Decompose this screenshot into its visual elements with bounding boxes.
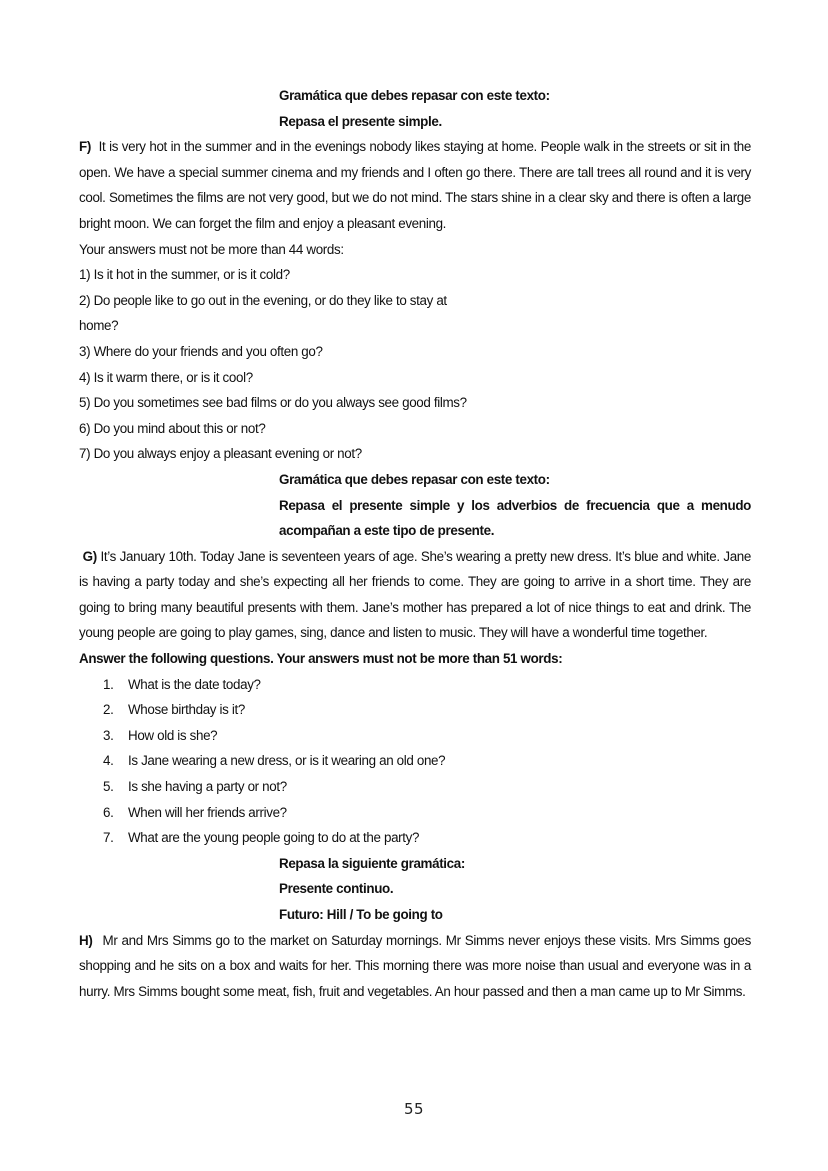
question-number: 1.: [103, 676, 114, 692]
question-text: What are the young people going to do at the party?: [128, 830, 420, 846]
question-item: 7) Do you always enjoy a pleasant evening or not?: [79, 446, 362, 462]
question-item: [79, 723, 751, 749]
question-item: 2) Do people like to go out in the evening, or do they like to stay at: [79, 292, 447, 308]
question-number: 2.: [103, 702, 114, 718]
paragraph-text: It is very hot in the summer and in the evenings nobody likes staying at home. People walk in the streets or sit in the open. We have a special summer cinema and my friends and I often go there. There are tall trees all round and it is very cool. Sometimes the films are not very good, but we do not mind. The stars shine in a clear sky and there is often a large bright moon. We can forget the film and enjoy a pleasant evening.: [79, 139, 752, 231]
question-list: [79, 672, 751, 851]
question-item: 3) Where do your friends and you often go?: [79, 343, 323, 359]
section-f: [79, 83, 751, 467]
grammar-subheading: Repasa el presente simple.: [279, 113, 442, 129]
grammar-heading: Gramática que debes repasar con este texto:: [279, 471, 550, 487]
question-item: 6) Do you mind about this or not?: [79, 420, 266, 436]
question-number: 3.: [103, 727, 114, 743]
question-item: [79, 800, 751, 826]
section-h: [79, 851, 751, 1005]
section-label: F): [79, 139, 91, 155]
question-item: 5) Do you sometimes see bad films or do you always see good films?: [79, 395, 467, 411]
grammar-subheading: Repasa el presente simple y los adverbios de frecuencia que a menudo acompañan a este tipo de presente.: [279, 497, 751, 539]
word-limit-instruction: Answer the following questions. Your answers must not be more than 51 words:: [79, 651, 563, 667]
question-text: How old is she?: [128, 727, 218, 743]
question-item: [79, 774, 751, 800]
question-item: [79, 748, 751, 774]
question-text: What is the date today?: [128, 676, 261, 692]
question-item: [79, 825, 751, 851]
grammar-subheading: Presente continuo.: [279, 881, 394, 897]
page-number: 55: [403, 1100, 425, 1118]
question-number: 5.: [103, 779, 114, 795]
question-text: Is she having a party or not?: [128, 779, 287, 795]
question-text: When will her friends arrive?: [128, 804, 287, 820]
section-label: H): [79, 932, 93, 948]
grammar-heading: Repasa la siguiente gramática:: [279, 855, 465, 871]
question-item: 4) Is it warm there, or is it cool?: [79, 369, 253, 385]
question-item: [79, 697, 751, 723]
question-number: 4.: [103, 753, 114, 769]
question-item: [79, 672, 751, 698]
word-limit-instruction: Your answers must not be more than 44 words:: [79, 241, 344, 257]
reading-paragraph: [79, 928, 751, 1005]
section-g: [79, 467, 751, 851]
paragraph-text: It’s January 10th. Today Jane is seventeen years of age. She’s wearing a pretty new dress. It’s blue and white. Jane is having a party today and she’s expecting all her friends to come. They are going to arrive in a short time. They are going to bring many beautiful presents with them. Jane’s mother has prepared a lot of nice things to eat and drink. The young people are going to play games, sing, dance and listen to music. They will have a wonderful time together.: [79, 548, 752, 641]
question-item-continuation: home?: [79, 318, 119, 334]
grammar-subheading: Futuro: Hill / To be going to: [279, 907, 443, 922]
reading-paragraph: [79, 134, 751, 236]
paragraph-text: Mr and Mrs Simms go to the market on Saturday mornings. Mr Simms never enjoys these visits. Mrs Simms goes shopping and he sits on a box and waits for her. This morning there was more noise than usual and everyone was in a hurry. Mrs Simms bought some meat, fish, fruit and vegetables. An hour passed and then a man came up to Mr Simms.: [79, 932, 751, 999]
question-list: [79, 262, 751, 467]
question-number: 7.: [103, 830, 114, 846]
question-text: Whose birthday is it?: [128, 702, 245, 718]
document-page: [79, 83, 751, 1004]
section-label: G): [82, 548, 97, 564]
question-item: 1) Is it hot in the summer, or is it cold?: [79, 267, 290, 283]
grammar-heading: Gramática que debes repasar con este texto:: [279, 88, 550, 103]
question-number: 6.: [103, 804, 114, 820]
question-text: Is Jane wearing a new dress, or is it wearing an old one?: [128, 753, 446, 769]
reading-paragraph: [79, 544, 751, 646]
